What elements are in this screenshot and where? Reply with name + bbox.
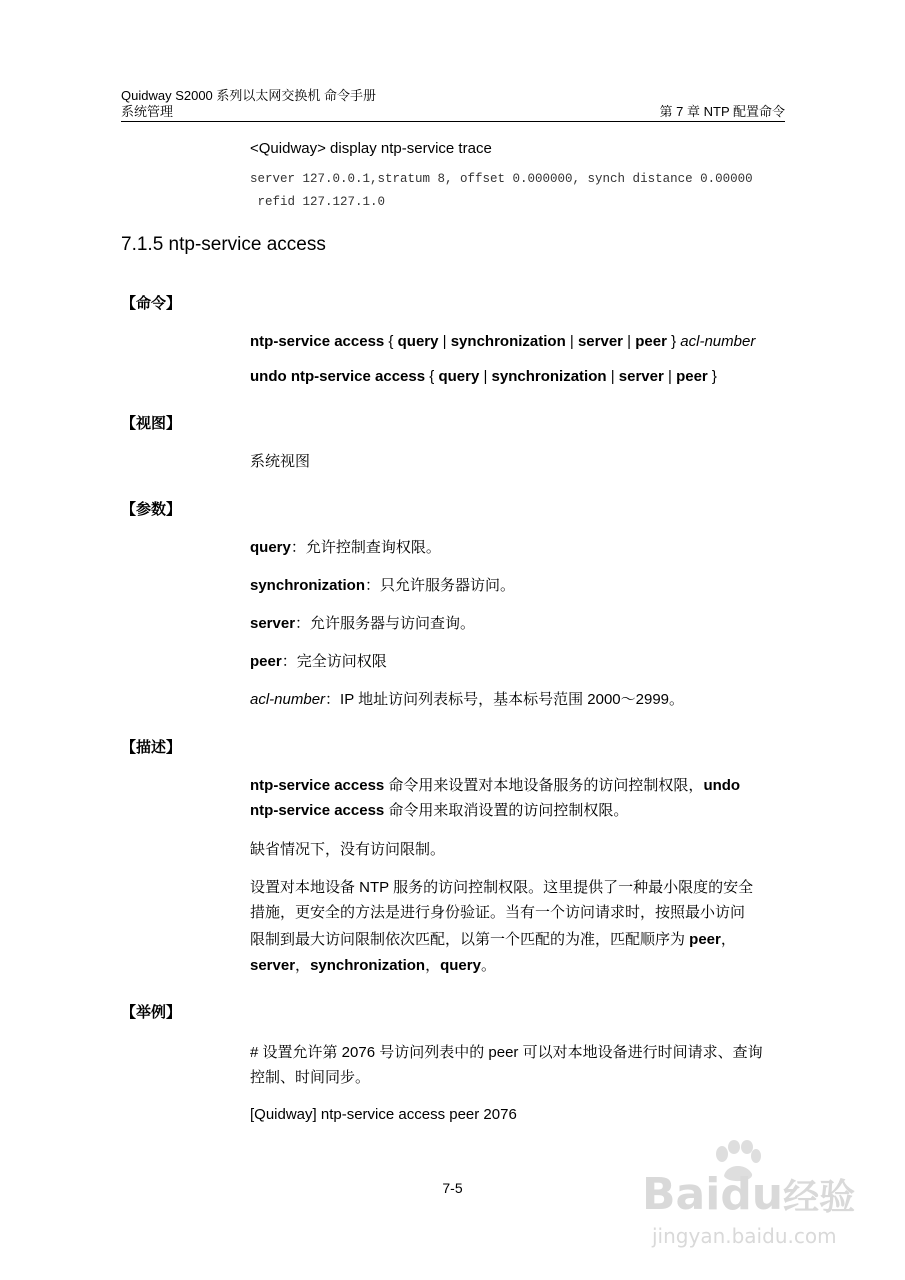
display-command: <Quidway> display ntp-service trace [250, 140, 492, 157]
syntax-keyword: synchronization [450, 333, 566, 350]
watermark-url: jingyan.baidu.com [652, 1224, 837, 1248]
syntax-punct: | [606, 368, 619, 385]
syntax-keyword: server [618, 368, 664, 385]
watermark [640, 1140, 900, 1270]
example-comment-line2: 控制、时间同步。 [250, 1069, 371, 1086]
desc-p2: 缺省情况下，没有访问限制。 [250, 841, 446, 858]
output-line-2: refid 127.127.1.0 [250, 195, 386, 209]
param-desc: ：允许服务器与访问查询。 [295, 615, 476, 632]
label-view: 【视图】 [121, 415, 182, 432]
param-name: peer [250, 653, 282, 670]
desc-text: 命令用来取消设置的访问控制权限。 [384, 802, 629, 819]
param-name: synchronization [250, 577, 366, 594]
desc-keyword: ntp-service access [250, 802, 385, 819]
example-comment-line1: # 设置允许第 2076 号访问列表中的 peer 可以对本地设备进行时间请求、查询 [250, 1044, 763, 1061]
desc-keyword: query [440, 957, 481, 974]
desc-p1-line2 [250, 801, 628, 821]
watermark-brand-du: du [720, 1169, 784, 1220]
syntax-argument: acl-number [680, 333, 756, 350]
desc-keyword: synchronization [310, 957, 426, 974]
desc-text: ， [295, 957, 311, 974]
syntax-punct: | [565, 333, 578, 350]
syntax-keyword: ntp-service access [250, 333, 385, 350]
desc-p3-line3 [250, 930, 736, 950]
syntax-punct: { [384, 333, 398, 350]
syntax-punct: | [479, 368, 492, 385]
param-synchronization [250, 576, 515, 596]
watermark-brand-cn: 经验 [783, 1177, 856, 1218]
syntax-punct: | [438, 333, 451, 350]
desc-p3-line4 [250, 956, 496, 976]
param-name: acl-number [250, 691, 326, 708]
syntax-line-1 [250, 332, 755, 352]
syntax-keyword: server [577, 333, 624, 350]
header-chapter: 第 7 章 NTP 配置命令 [659, 104, 785, 119]
syntax-line-2 [250, 367, 717, 387]
desc-text: 。 [480, 957, 496, 974]
header-section: 系统管理 [121, 104, 174, 119]
syntax-punct: | [663, 368, 677, 385]
watermark-brand: Bai [642, 1169, 721, 1220]
page-number: 7-5 [442, 1180, 463, 1196]
desc-keyword: ntp-service access [250, 777, 385, 794]
syntax-punct: } [707, 368, 717, 385]
syntax-keyword: query [397, 333, 439, 350]
desc-text: 限制到最大访问限制依次匹配，以第一个匹配的为准，匹配顺序为 [250, 931, 690, 948]
param-peer [250, 652, 387, 672]
desc-p3-line2: 措施，更安全的方法是进行身份验证。当有一个访问请求时，按照最小访问 [250, 904, 746, 921]
syntax-keyword: peer [676, 368, 708, 385]
desc-text: 命令用来设置对本地设备服务的访问控制权限， [384, 777, 704, 794]
header-product: Quidway S2000 系列以太网交换机 命令手册 [121, 88, 377, 103]
desc-keyword: server [250, 957, 296, 974]
syntax-punct: } [666, 333, 681, 350]
desc-text: ， [720, 931, 736, 948]
desc-keyword: peer [689, 931, 721, 948]
param-name: query [250, 539, 291, 556]
param-desc: ：允许控制查询权限。 [290, 539, 441, 556]
param-desc: ：完全访问权限 [281, 653, 387, 670]
label-example: 【举例】 [121, 1004, 182, 1021]
param-acl-number [250, 690, 684, 710]
param-desc: ：只允许服务器访问。 [365, 577, 516, 594]
desc-keyword: undo [703, 777, 741, 794]
desc-p1-line1 [250, 776, 740, 796]
header-rule [121, 121, 785, 122]
syntax-punct: { [425, 368, 439, 385]
param-query [250, 538, 441, 558]
desc-p3-line1: 设置对本地设备 NTP 服务的访问控制权限。这里提供了一种最小限度的安全 [250, 879, 754, 896]
param-server [250, 614, 475, 634]
label-params: 【参数】 [121, 501, 182, 518]
param-name: server [250, 615, 296, 632]
syntax-keyword: undo ntp-service access [250, 368, 426, 385]
label-command: 【命令】 [121, 295, 182, 312]
syntax-punct: | [623, 333, 636, 350]
syntax-keyword: synchronization [491, 368, 607, 385]
syntax-keyword: peer [635, 333, 667, 350]
example-command: [Quidway] ntp-service access peer 2076 [250, 1106, 517, 1123]
syntax-keyword: query [438, 368, 480, 385]
label-description: 【描述】 [121, 739, 182, 756]
param-desc: ：IP 地址访问列表标号，基本标号范围 2000～2999。 [325, 691, 685, 708]
section-title: 7.1.5 ntp-service access [121, 234, 326, 255]
view-text: 系统视图 [250, 453, 311, 470]
output-line-1: server 127.0.0.1,stratum 8, offset 0.000000, synch distance 0.00000 [250, 172, 753, 186]
desc-text: ， [425, 957, 441, 974]
